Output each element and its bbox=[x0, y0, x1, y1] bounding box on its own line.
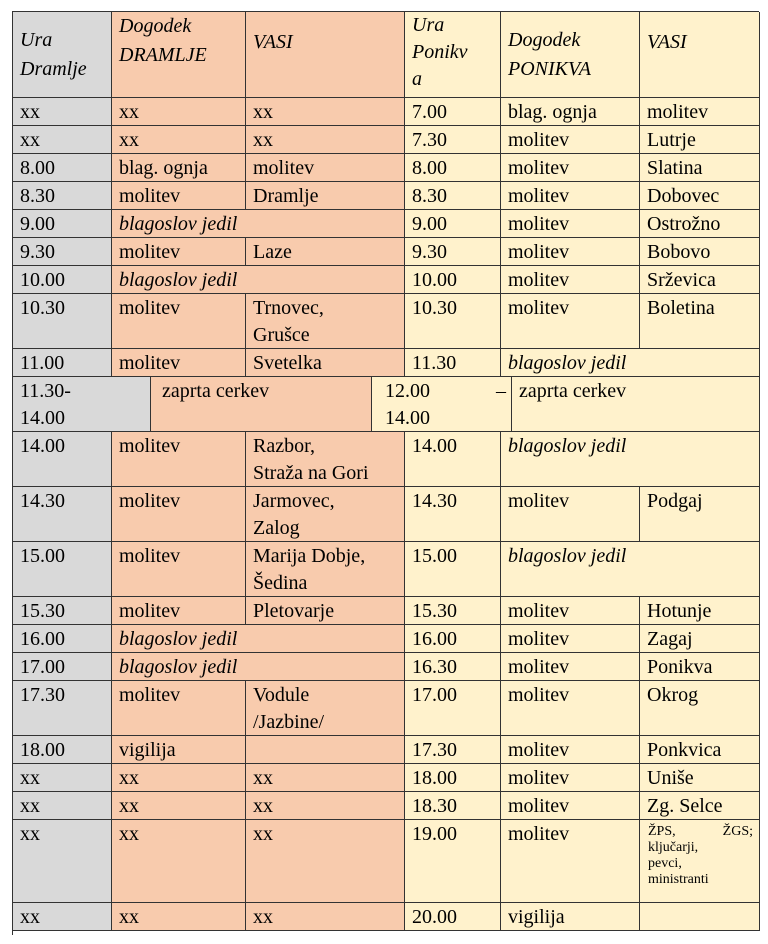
dramlje-event: molitev bbox=[112, 432, 246, 487]
ponikva-villages: Hotunje bbox=[640, 597, 760, 625]
dramlje-villages bbox=[246, 736, 405, 764]
cell-line: Ura bbox=[412, 14, 445, 36]
ponikva-event: molitev bbox=[501, 238, 640, 266]
ponikva-time: 15.30 bbox=[405, 597, 501, 625]
ponikva-time: 11.30 bbox=[405, 349, 501, 377]
ponikva-villages: Dobovec bbox=[640, 182, 760, 210]
dramlje-time: 9.00 bbox=[13, 210, 112, 238]
cell-line: ministranti bbox=[648, 872, 709, 887]
ponikva-villages: Okrog bbox=[640, 681, 760, 736]
dramlje-time: 8.30 bbox=[13, 182, 112, 210]
ponikva-event: blagoslov jedil bbox=[501, 349, 760, 377]
cell-line: /Jazbine/ bbox=[253, 711, 325, 733]
header-ura-ponikva bbox=[405, 12, 501, 98]
ponikva-time: 10.30 bbox=[405, 294, 501, 349]
dramlje-time: 10.00 bbox=[13, 266, 112, 294]
ponikva-villages: Srževica bbox=[640, 266, 760, 294]
ponikva-event: molitev bbox=[501, 653, 640, 681]
dramlje-time: 10.30 bbox=[13, 294, 112, 349]
ponikva-villages: molitev bbox=[640, 98, 760, 126]
dramlje-time: 15.30 bbox=[13, 597, 112, 625]
ponikva-villages: Boletina bbox=[640, 294, 760, 349]
dramlje-event: xx bbox=[112, 764, 246, 792]
dramlje-time: 14.00 bbox=[13, 432, 112, 487]
dramlje-time bbox=[13, 377, 151, 432]
ponikva-time: 8.00 bbox=[405, 154, 501, 182]
dramlje-time: 11.00 bbox=[13, 349, 112, 377]
ponikva-time: 17.30 bbox=[405, 736, 501, 764]
ponikva-villages: Ponikva bbox=[640, 653, 760, 681]
ponikva-event: molitev bbox=[501, 625, 640, 653]
ponikva-event: blagoslov jedil bbox=[501, 432, 760, 487]
dramlje-villages: xx bbox=[246, 903, 405, 931]
dramlje-event: molitev bbox=[112, 681, 246, 736]
ponikva-villages: Ostrožno bbox=[640, 210, 760, 238]
ponikva-event: blag. ognja bbox=[501, 98, 640, 126]
ponikva-time: 16.30 bbox=[405, 653, 501, 681]
cell-line: Marija Dobje, bbox=[253, 545, 366, 567]
ponikva-event: molitev bbox=[501, 182, 640, 210]
ponikva-time bbox=[372, 377, 512, 432]
ponikva-time: 10.00 bbox=[405, 266, 501, 294]
header-vasi-ponikva: VASI bbox=[640, 12, 760, 98]
ponikva-time: 18.30 bbox=[405, 792, 501, 820]
ponikva-villages: Podgaj bbox=[640, 487, 760, 542]
dramlje-event: zaprta cerkev bbox=[151, 377, 372, 432]
cell-line: Straža na Gori bbox=[253, 462, 369, 484]
ponikva-villages: Zagaj bbox=[640, 625, 760, 653]
dramlje-villages bbox=[246, 542, 405, 597]
dramlje-time: xx bbox=[13, 126, 112, 154]
dramlje-villages: xx bbox=[246, 126, 405, 154]
cell-line: ŽGS; bbox=[722, 824, 753, 839]
dramlje-event: molitev bbox=[112, 487, 246, 542]
ponikva-time: 7.00 bbox=[405, 98, 501, 126]
ponikva-event: molitev bbox=[501, 266, 640, 294]
ponikva-time: 18.00 bbox=[405, 764, 501, 792]
ponikva-time: 14.30 bbox=[405, 487, 501, 542]
dramlje-time: xx bbox=[13, 764, 112, 792]
cell-line: PONIKVA bbox=[508, 58, 591, 80]
dramlje-event: xx bbox=[112, 903, 246, 931]
dramlje-event: molitev bbox=[112, 349, 246, 377]
header-dogodek-dramlje bbox=[112, 12, 246, 98]
dramlje-time: xx bbox=[13, 903, 112, 931]
dramlje-event: molitev bbox=[112, 542, 246, 597]
dramlje-event: molitev bbox=[112, 182, 246, 210]
schedule-table bbox=[12, 11, 759, 935]
cell-line: ŽPS, bbox=[648, 824, 676, 839]
ponikva-event: molitev bbox=[501, 210, 640, 238]
dramlje-time: 17.30 bbox=[13, 681, 112, 736]
dramlje-villages: molitev bbox=[246, 154, 405, 182]
ponikva-villages: Slatina bbox=[640, 154, 760, 182]
dramlje-event: molitev bbox=[112, 294, 246, 349]
dramlje-villages: xx bbox=[246, 820, 405, 903]
dramlje-villages: xx bbox=[246, 792, 405, 820]
ponikva-time: 20.00 bbox=[405, 903, 501, 931]
dramlje-time: 9.30 bbox=[13, 238, 112, 266]
dramlje-event: blagoslov jedil bbox=[112, 625, 405, 653]
dramlje-villages: Svetelka bbox=[246, 349, 405, 377]
dramlje-time: xx bbox=[13, 98, 112, 126]
ponikva-villages: Uniše bbox=[640, 764, 760, 792]
ponikva-villages bbox=[640, 903, 760, 931]
ponikva-villages: Zg. Selce bbox=[640, 792, 760, 820]
ponikva-event: molitev bbox=[501, 681, 640, 736]
ponikva-time: 8.30 bbox=[405, 182, 501, 210]
cell-line: Zalog bbox=[253, 517, 300, 539]
dramlje-villages bbox=[246, 294, 405, 349]
cell-line: Jarmovec, bbox=[253, 490, 335, 512]
header-ura-dramlje bbox=[13, 12, 112, 98]
cell-line: ključarji, bbox=[648, 840, 699, 855]
ponikva-event: molitev bbox=[501, 487, 640, 542]
dramlje-event: xx bbox=[112, 792, 246, 820]
ponikva-event: molitev bbox=[501, 294, 640, 349]
dramlje-event: xx bbox=[112, 98, 246, 126]
dramlje-event: blagoslov jedil bbox=[112, 653, 405, 681]
dramlje-event: molitev bbox=[112, 238, 246, 266]
ponikva-event: molitev bbox=[501, 126, 640, 154]
dramlje-event: blag. ognja bbox=[112, 154, 246, 182]
dramlje-event: vigilija bbox=[112, 736, 246, 764]
dramlje-time: 17.00 bbox=[13, 653, 112, 681]
dramlje-time: 8.00 bbox=[13, 154, 112, 182]
ponikva-villages: Ponkvica bbox=[640, 736, 760, 764]
ponikva-villages bbox=[640, 820, 760, 903]
ponikva-time: 19.00 bbox=[405, 820, 501, 903]
ponikva-time: 9.00 bbox=[405, 210, 501, 238]
ponikva-event: blagoslov jedil bbox=[501, 542, 760, 597]
dramlje-time: 16.00 bbox=[13, 625, 112, 653]
dramlje-event: blagoslov jedil bbox=[112, 266, 405, 294]
ponikva-event: molitev bbox=[501, 597, 640, 625]
ponikva-time: 7.30 bbox=[405, 126, 501, 154]
dramlje-villages: Laze bbox=[246, 238, 405, 266]
cell-line: Vodule bbox=[253, 684, 310, 706]
dramlje-villages: xx bbox=[246, 98, 405, 126]
ponikva-time: 14.00 bbox=[405, 432, 501, 487]
cell-line: 14.00 bbox=[385, 407, 430, 429]
ponikva-villages: Lutrje bbox=[640, 126, 760, 154]
cell-line: Razbor, bbox=[253, 435, 315, 457]
cell-line: 11.30- bbox=[20, 380, 71, 402]
dramlje-villages: xx bbox=[246, 764, 405, 792]
ponikva-time: 17.00 bbox=[405, 681, 501, 736]
cell-line: 14.00 bbox=[20, 407, 65, 429]
dramlje-event: xx bbox=[112, 126, 246, 154]
dramlje-time: 14.30 bbox=[13, 487, 112, 542]
ponikva-event: molitev bbox=[501, 154, 640, 182]
cell-line: Grušce bbox=[253, 324, 310, 346]
ponikva-time: 9.30 bbox=[405, 238, 501, 266]
ponikva-event: molitev bbox=[501, 764, 640, 792]
dramlje-villages: Pletovarje bbox=[246, 597, 405, 625]
dramlje-villages bbox=[246, 487, 405, 542]
ponikva-villages: Bobovo bbox=[640, 238, 760, 266]
dramlje-time: 15.00 bbox=[13, 542, 112, 597]
cell-line: Dogodek bbox=[119, 15, 192, 37]
cell-line: Ponikv bbox=[412, 41, 468, 63]
cell-line: Ura bbox=[20, 29, 53, 51]
cell-line: DRAMLJE bbox=[119, 44, 207, 66]
ponikva-time: 16.00 bbox=[405, 625, 501, 653]
dramlje-event: blagoslov jedil bbox=[112, 210, 405, 238]
cell-line: pevci, bbox=[648, 856, 682, 871]
dramlje-villages bbox=[246, 681, 405, 736]
dramlje-time: 18.00 bbox=[13, 736, 112, 764]
ponikva-time: 15.00 bbox=[405, 542, 501, 597]
dramlje-event: xx bbox=[112, 820, 246, 903]
ponikva-event: molitev bbox=[501, 736, 640, 764]
cell-line: Trnovec, bbox=[253, 297, 324, 319]
cell-line: a bbox=[412, 68, 422, 90]
dramlje-time: xx bbox=[13, 792, 112, 820]
ponikva-event: molitev bbox=[501, 792, 640, 820]
ponikva-event: zaprta cerkev bbox=[512, 377, 760, 432]
cell-line: – bbox=[496, 380, 506, 402]
header-dogodek-ponikva bbox=[501, 12, 640, 98]
cell-line: 12.00 bbox=[385, 380, 430, 402]
dramlje-villages: Dramlje bbox=[246, 182, 405, 210]
dramlje-villages bbox=[246, 432, 405, 487]
cell-line: Šedina bbox=[253, 572, 308, 594]
dramlje-event: molitev bbox=[112, 597, 246, 625]
dramlje-time: xx bbox=[13, 820, 112, 903]
cell-line: Dogodek bbox=[508, 29, 581, 51]
header-vasi-dramlje: VASI bbox=[246, 12, 405, 98]
ponikva-event: vigilija bbox=[501, 903, 640, 931]
ponikva-event: molitev bbox=[501, 820, 640, 903]
cell-line: Dramlje bbox=[20, 58, 87, 80]
